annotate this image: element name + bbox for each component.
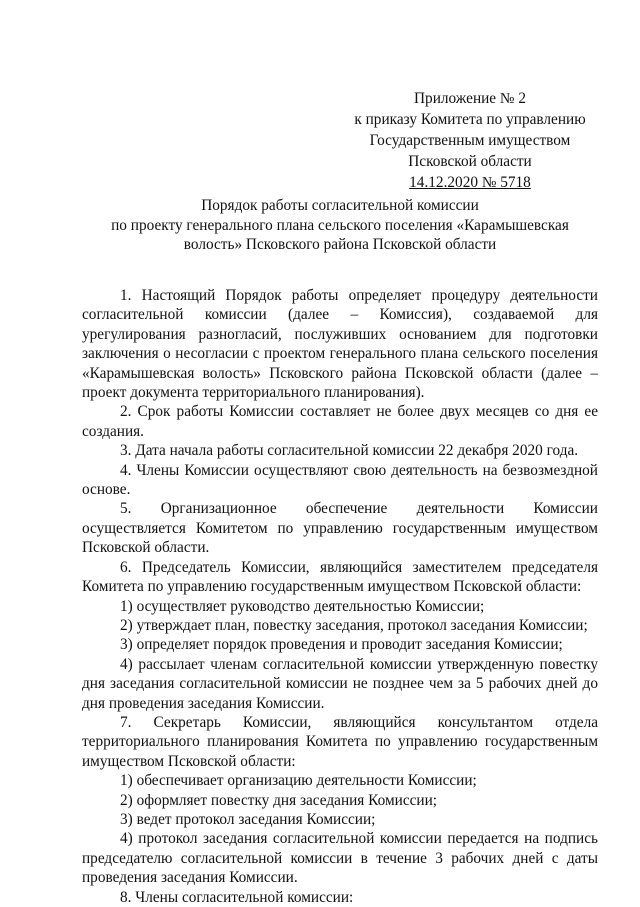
appendix-header (345, 88, 595, 193)
title-line-2: по проекту генерального плана сельского поселения «Карамышевская (111, 216, 569, 234)
paragraph-2: 2. Срок работы Комиссии составляет не более двух месяцев со дня ее создания. (82, 403, 598, 440)
paragraph-6-item-2: 2) утверждает план, повестку заседания, протокол заседания Комиссии; (120, 616, 588, 634)
paragraph-6-item-1: 1) осуществляет руководство деятельностью Комиссии; (120, 597, 485, 615)
paragraph-6: 6. Председатель Комиссии, являющийся заместителем председателя Комитета по управлению государственным имуществом Псковской области: (82, 558, 598, 596)
paragraph-3: 3. Дата начала работы согласительной комиссии 22 декабря 2020 года. (120, 442, 579, 460)
paragraph-7: 7. Секретарь Комиссии, являющийся консультантом отдела территориального планирования Комитета по управлению государственным имуществом Псковской области: (82, 713, 598, 770)
paragraph-4: 4. Члены Комиссии осуществляют свою деятельность на безвозмездной основе. (82, 461, 598, 499)
appendix-region: Псковской области (408, 153, 532, 170)
appendix-number: Приложение № 2 (414, 90, 526, 107)
paragraph-7-item-2: 2) оформляет повестку дня заседания Комиссии; (120, 791, 438, 809)
title-line-3: волость» Псковского района Псковской области (183, 236, 497, 253)
document-title (100, 196, 580, 255)
paragraph-1: 1. Настоящий Порядок работы определяет процедуру деятельности согласительной комиссии (далее – Комиссия), создаваемой для урегулирования разногласий, послуживших основанием для подготовки заключения о несогласии с проектом генерального плана сельского поселения «Карамышевская волость» Псковского района Псковской области (далее – проект документа территориального планирования). (82, 287, 598, 402)
appendix-date-number: 14.12.2020 № 5718 (409, 174, 531, 191)
paragraph-6-item-4: 4) рассылает членам согласительной комиссии утвержденную повестку дня заседания согласительной комиссии не позднее чем за 5 рабочих дней до дня проведения заседания Комиссии. (82, 655, 598, 712)
paragraph-7-item-4: 4) протокол заседания согласительной комиссии передается на подпись председателю согласительной комиссии в течение 3 рабочих дней с даты проведения заседания Комиссии. (82, 830, 598, 887)
document-body (82, 286, 598, 907)
paragraph-7-item-3: 3) ведет протокол заседания Комиссии; (120, 810, 376, 828)
appendix-order-ref: к приказу Комитета по управлению (354, 111, 586, 128)
appendix-committee: Государственным имуществом (369, 132, 571, 149)
paragraph-8: 8. Члены согласительной комиссии: (120, 888, 354, 906)
paragraph-7-item-1: 1) обеспечивает организацию деятельности Комиссии; (120, 772, 477, 790)
paragraph-5: 5. Организационное обеспечение деятельности Комиссии осуществляется Комитетом по управлению государственным имуществом Псковской области. (82, 500, 598, 557)
paragraph-6-item-3: 3) определяет порядок проведения и проводит заседания Комиссии; (120, 636, 563, 654)
title-line-1: Порядок работы согласительной комиссии (201, 197, 479, 214)
